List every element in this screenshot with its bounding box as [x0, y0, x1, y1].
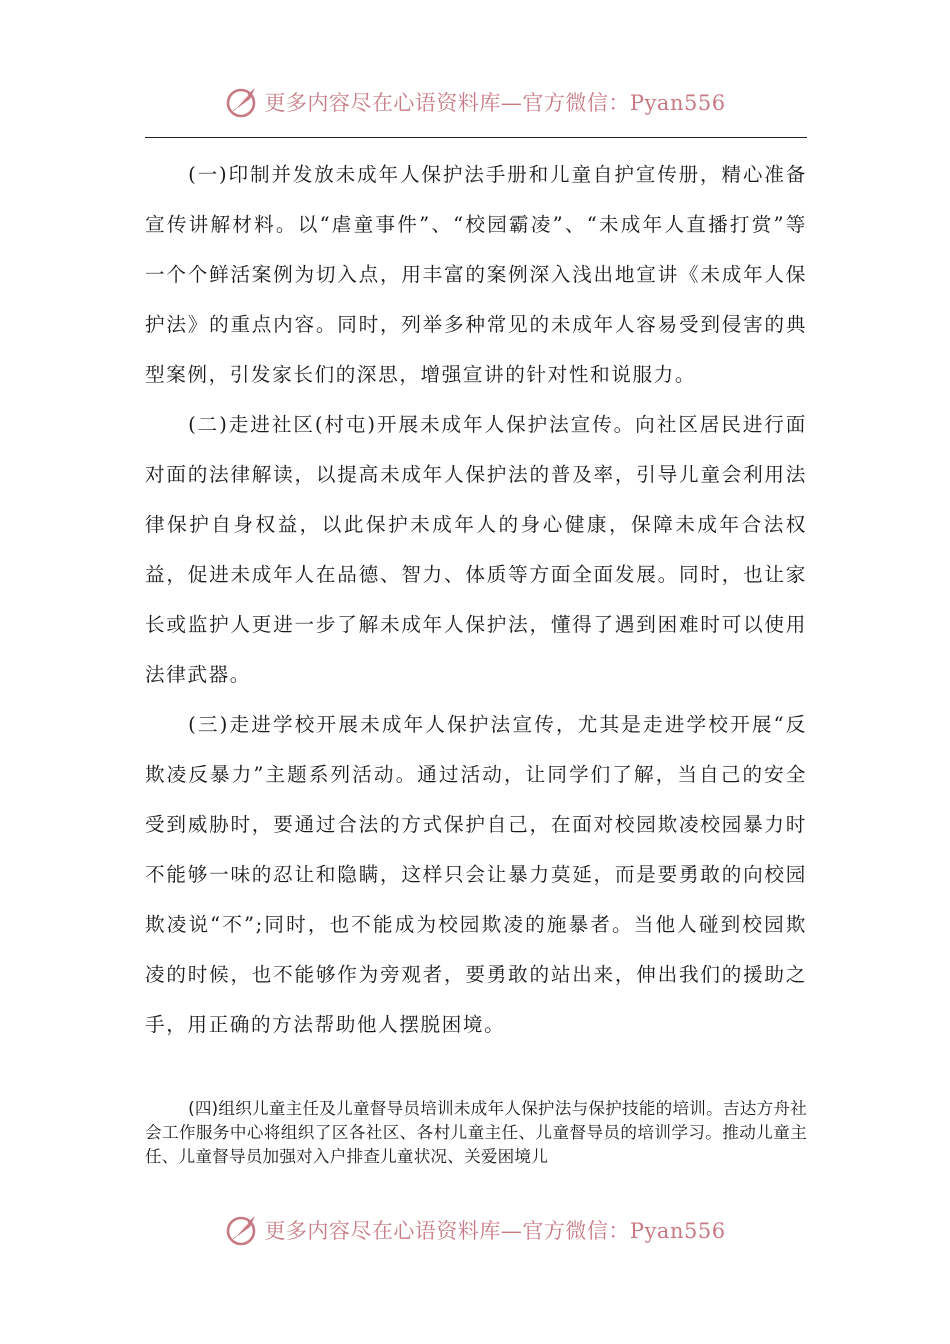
banner-text: 更多内容尽在心语资料库—官方微信：Pyan556: [264, 1219, 726, 1243]
paragraph-3: (三)走进学校开展未成年人保护法宣传，尤其是走进学校开展“反欺凌反暴力”主题系列活动。通过活动，让同学们了解，当自己的安全受到威胁时，要通过合法的方式保护自己，在面对校园欺凌校园暴力时不能够一味的忍让和隐瞒，这样只会让暴力莫延，而是要勇敢的向校园欺凌说“不”;同时，也不能成为校园欺凌的施暴者。当他人碰到校园欺凌的时候，也不能够作为旁观者，要勇敢的站出来，伸出我们的援助之手，用正确的方法帮助他人摆脱困境。: [145, 713, 807, 1036]
paragraph-2: (二)走进社区(村屯)开展未成年人保护法宣传。向社区居民进行面对面的法律解读，以提高未成年人保护法的普及率，引导儿童会利用法律保护自身权益，以此保护未成年人的身心健康，保障未成年合法权益，促进未成年人在品德、智力、体质等方面全面发展。同时，也让家长或监护人更进一步了解未成年人保护法，懂得了遇到困难时可以使用法律武器。: [145, 413, 807, 686]
header-banner: [0, 82, 950, 122]
paragraph-4: (四)组织儿童主任及儿童督导员培训未成年人保护法与保护技能的培训。吉达方舟社会工作服务中心将组织了区各社区、各村儿童主任、儿童督导员的培训学习。推动儿童主任、儿童督导员加强对入户排查儿童状况、关爱困境儿: [145, 1099, 807, 1166]
quill-logo-icon: [224, 1212, 260, 1248]
header-divider: [145, 137, 807, 138]
document-body: [145, 150, 807, 1050]
banner-text: 更多内容尽在心语资料库—官方微信：Pyan556: [264, 91, 726, 115]
paragraph-1: (一)印制并发放未成年人保护法手册和儿童自护宣传册，精心准备宣传讲解材料。以“虐童事件”、“校园霸凌”、“未成年人直播打赏”等一个个鲜活案例为切入点，用丰富的案例深入浅出地宣讲《未成年人保护法》的重点内容。同时，列举多种常见的未成年人容易受到侵害的典型案例，引发家长们的深思，增强宣讲的针对性和说服力。: [145, 163, 807, 386]
footer-banner: [0, 1210, 950, 1250]
quill-logo-icon: [224, 84, 260, 120]
